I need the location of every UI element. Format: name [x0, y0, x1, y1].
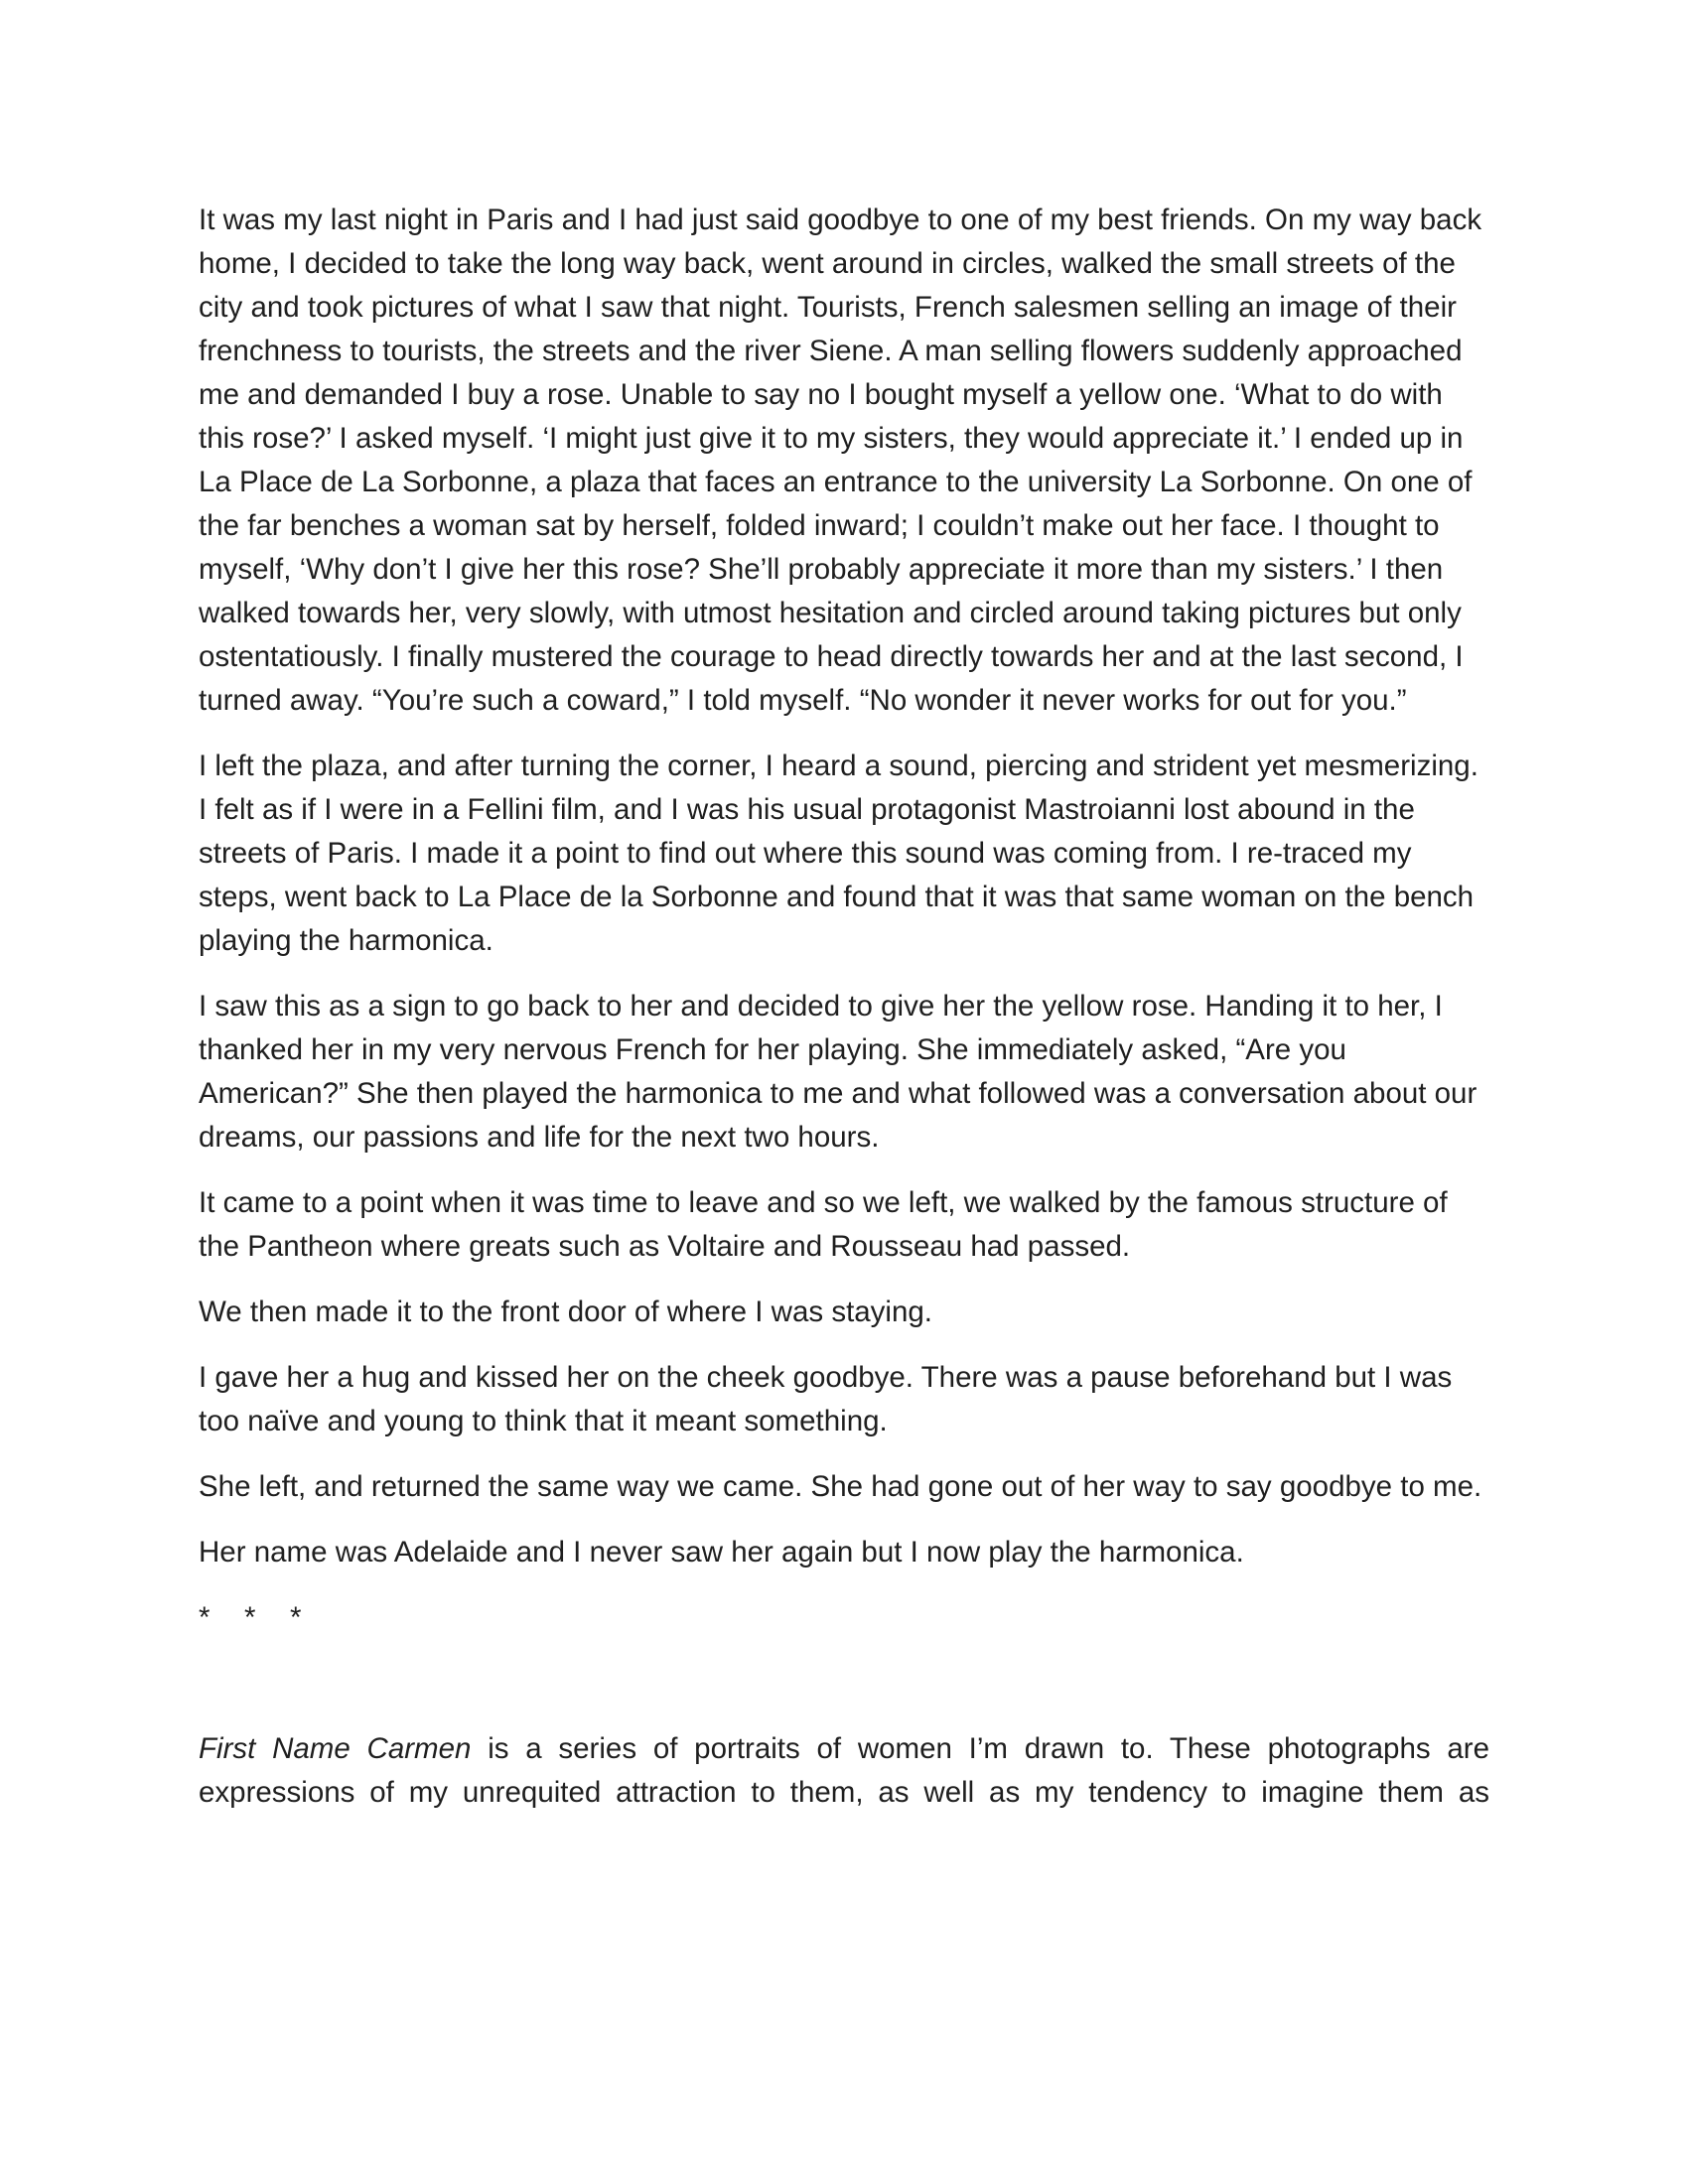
paragraph-2: I left the plaza, and after turning the corner, I heard a sound, piercing and strident yet mesmerizing. I felt as if I were in a Fellini film, and I was his usual protagonist Mastroianni lost abound in the streets of Paris. I made it a point to find out where this sound was coming from. I re-traced my steps, went back to La Place de la Sorbonne and found that it was that same woman on the bench playing the harmonica.	[199, 750, 1478, 957]
separator-star: *	[290, 1601, 302, 1634]
paragraph-5: We then made it to the front door of where I was staying.	[199, 1296, 932, 1328]
paragraph-4: It came to a point when it was time to leave and so we left, we walked by the famous structure of the Pantheon where greats such as Voltaire and Rousseau had passed.	[199, 1186, 1448, 1263]
paragraph-7: She left, and returned the same way we came. She had gone out of her way to say goodbye to me.	[199, 1470, 1482, 1503]
document-page	[199, 199, 1489, 1815]
paragraph-3: I saw this as a sign to go back to her and decided to give her the yellow rose. Handing it to her, I thanked her in my very nervous French for her playing. She immediately asked, “Are you American?” She then played the harmonica to me and what followed was a conversation about our dreams, our passions and life for the next two hours.	[199, 990, 1477, 1154]
separator-star: *	[244, 1601, 256, 1634]
paragraph-6: I gave her a hug and kissed her on the cheek goodbye. There was a pause beforehand but I was too naïve and young to think that it meant something.	[199, 1361, 1453, 1437]
paragraph-1: It was my last night in Paris and I had just said goodbye to one of my best friends. On my way back home, I decided to take the long way back, went around in circles, walked the small streets of the city and took pictures of what I saw that night. Tourists, French salesmen selling an image of their frenchness to tourists, the streets and the river Siene. A man selling flowers suddenly approached me and demanded I buy a rose. Unable to say no I bought myself a yellow one. ‘What to do with this rose?’ I asked myself. ‘I might just give it to my sisters, they would appreciate it.’ I ended up in La Place de La Sorbonne, a plaza that faces an entrance to the university La Sorbonne. On one of the far benches a woman sat by herself, folded inward; I couldn’t make out her face. I thought to myself, ‘Why don’t I give her this rose? She’ll probably appreciate it more than my sisters.’ I then walked towards her, very slowly, with utmost hesitation and circled around taking pictures but only ostentatiously. I finally mustered the courage to head directly towards her and at the last second, I turned away. “You’re such a coward,” I told myself. “No wonder it never works for out for you.”	[199, 204, 1482, 717]
section-separator	[199, 1596, 1489, 1640]
closing-line-2: expressions of my unrequited attraction to them, as well as my tendency to imagine them as	[199, 1776, 1489, 1809]
paragraph-8: Her name was Adelaide and I never saw her again but I now play the harmonica.	[199, 1536, 1244, 1569]
closing-line-1	[199, 1727, 1489, 1771]
separator-star: *	[199, 1601, 211, 1634]
artwork-title: First Name Carmen	[199, 1732, 472, 1765]
section-spacer	[199, 1640, 1489, 1727]
closing-line-1-text: is a series of portraits of women I’m drawn to. These photographs are	[471, 1732, 1489, 1765]
